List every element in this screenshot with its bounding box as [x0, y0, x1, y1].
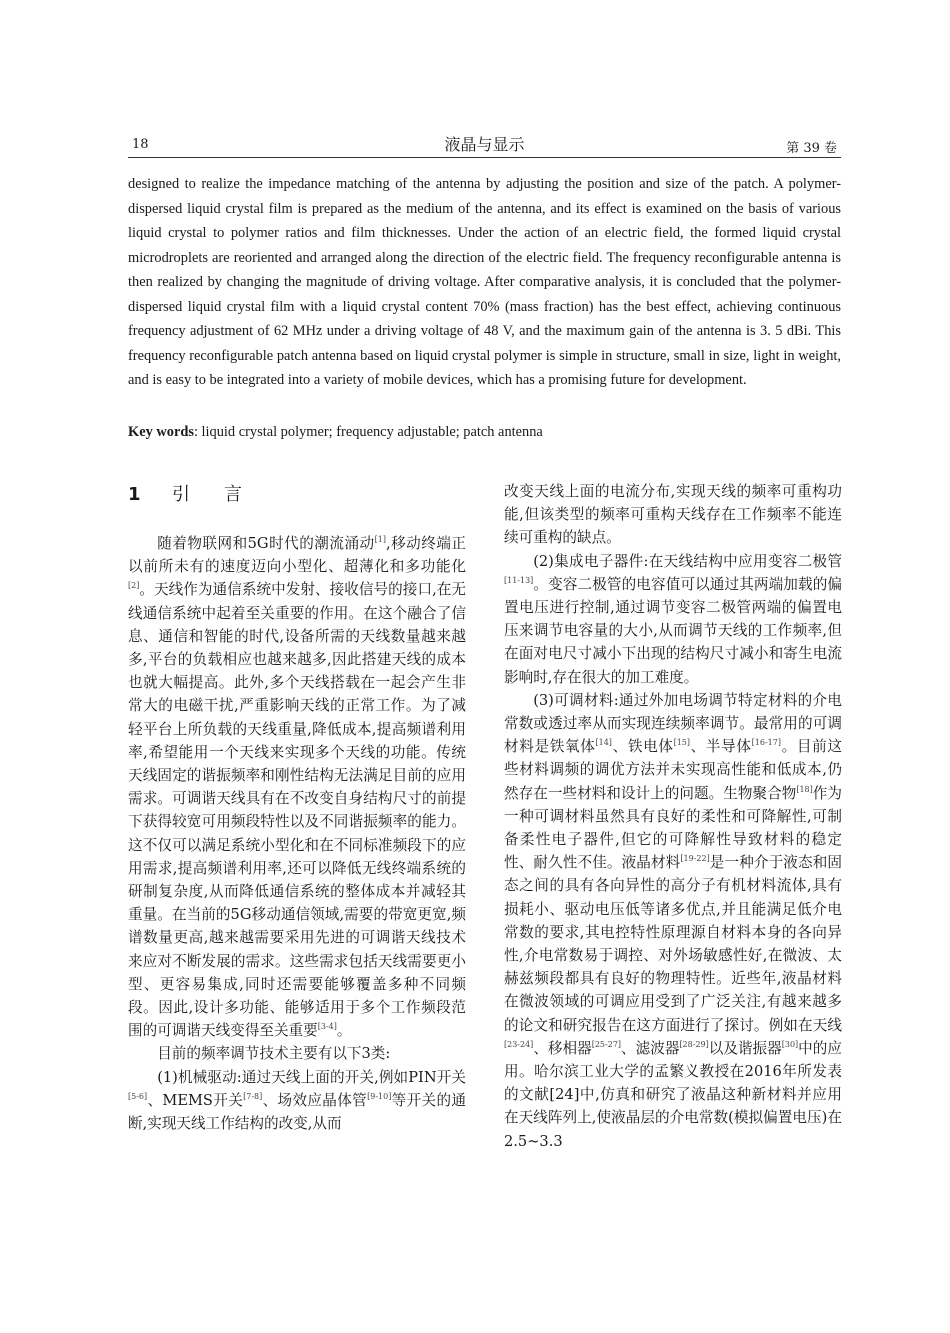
citation[interactable]: [1] [374, 535, 386, 544]
keywords-label: Key words [128, 424, 194, 440]
running-header [128, 131, 841, 158]
keywords-text: : liquid crystal polymer; frequency adjustable; patch antenna [193, 424, 543, 440]
section-heading [128, 480, 466, 532]
right-column [504, 480, 842, 1153]
paragraph: (2)集成电子器件:在天线结构中应用变容二极管[11-13]。变容二极管的电容值可以通过其两端加载的偏置电压进行控制,通过调节变容二极管两端的偏置电压来调节电容量的大小,从而调节天线的工作频率,但在面对电尺寸减小下出现的结构尺寸减小和寄生电流影响时,存在很大的加工难度。 [504, 552, 842, 686]
paragraph: (1)机械驱动:通过天线上面的开关,例如PIN开关[5-6]、MEMS开关[7-8]、场效应晶体管[9-10]等开关的通断,实现天线工作结构的改变,从而 [128, 1068, 466, 1133]
abstract-text: designed to realize the impedance matching of the antenna by adjusting the position and size of the patch. A polymer-dispersed liquid crystal film is prepared as the medium of the antenna, and its effect is examined on the basis of various liquid crystal to polymer ratios and film thicknesses. Under the action of an electric field, the formed liquid crystal microdroplets are reoriented and arranged along the direction of the electric field. The frequency reconfigurable antenna is then realized by changing the magnitude of driving voltage. After comparative analysis, it is concluded that the polymer-dispersed liquid crystal film with a liquid crystal content 70% (mass fraction) has the best effect, achieving continuous frequency adjustment of 62 MHz under a driving voltage of 48 V, and the maximum gain of the antenna is 3. 5 dBi. This frequency reconfigurable patch antenna based on liquid crystal polymer is simple in structure, small in size, light in weight, and is easy to be integrated into a variety of mobile devices, which has a promising future for development. [128, 176, 841, 388]
left-column [128, 480, 466, 1135]
abstract-continued [128, 172, 841, 393]
citation[interactable]: [25-27] [591, 1039, 622, 1049]
citation[interactable]: [16-17] [751, 738, 781, 748]
paragraph: 改变天线上面的电流分布,实现天线的频率可重构功能,但该类型的频率可重构天线存在工作频率不能连续可重构的缺点。 [504, 483, 842, 547]
section-title: 引言 [172, 484, 276, 505]
citation[interactable]: [9-10] [367, 1091, 392, 1101]
citation[interactable]: [5-6] [128, 1091, 148, 1101]
volume-label: 第 39 卷 [786, 141, 837, 156]
section-number: 1 [128, 484, 141, 505]
citation[interactable]: [28-29] [679, 1039, 709, 1049]
citation[interactable]: [23-24] [504, 1039, 534, 1049]
journal-title: 液晶与显示 [444, 135, 525, 154]
citation[interactable]: [15] [673, 738, 690, 748]
citation[interactable]: [18] [796, 784, 813, 794]
citation[interactable]: [14] [595, 738, 612, 748]
paragraph: 随着物联网和5G时代的潮流涌动[1],移动终端正以前所未有的速度迈向小型化、超薄化和多功能化[2]。天线作为通信系统中发射、接收信号的接口,在无线通信系统中起着至关重要的作用。在这个融合了信息、通信和智能的时代,设备所需的天线数量越来越多,平台的负载相应也越来越多,因此搭建天线的成本也就大幅提高。此外,多个天线搭载在一起会产生非常大的电磁干扰,严重影响天线的正常工作。为了减轻平台上所负载的天线重量,降低成本,提高频谱利用率,希望能用一个天线来实现多个天线的功能。传统天线固定的谐振频率和刚性结构无法满足目前的应用需求。可调谐天线具有在不改变自身结构尺寸的前提下获得较宽可用频段特性以及不同谐振频率的能力。这不仅可以满足系统小型化和在不同标准频段下的应用需求,提高频谱利用率,还可以降低无线终端系统的研制复杂度,从而降低通信系统的整体成本并减轻其重量。在当前的5G移动通信领域,需要的带宽更宽,频谱数量更高,越来越需要采用先进的可调谐天线技术来应对不断发展的需求。这些需求包括天线需要更小型、更容易集成,同时还需要能够覆盖多种不同频段。因此,设计多功能、能够适用于多个工作频段范围的可调谐天线变得至关重要[3-4]。 [128, 535, 466, 1040]
citation[interactable]: [3-4] [317, 1022, 337, 1032]
citation[interactable]: [11-13] [504, 575, 534, 585]
paragraph: 目前的频率调节技术主要有以下3类: [157, 1045, 391, 1063]
paragraph: (3)可调材料:通过外加电场调节特定材料的介电常数或透过率从而实现连续频率调节。最常用的可调材料是铁氧体[14]、铁电体[15]、半导体[16-17]。目前这些材料调频的调优方法并未实现高性能和低成本,仍然存在一些材料和设计上的问题。生物聚合物[18]作为一种可调材料虽然具有良好的柔性和可降解性,可制备柔性电子器件,但它的可降解性导致材料的稳定性、耐久性不佳。液晶材料[19-22]是一种介于液态和固态之间的具有各向异性的高分子有机材料流体,具有损耗小、驱动电压低等诸多优点,并且能满足低介电常数的要求,其电控特性原理源自材料本身的各向异性,介电常数易于调控、对外场敏感性好,在微波、太赫兹频段都具有良好的物理特性。近些年,液晶材料在微波领域的可调应用受到了广泛关注,有越来越多的论文和研究报告在这方面进行了探讨。例如在天线[23-24]、移相器[25-27]、滤波器[28-29]以及谐振器[30]中的应用。哈尔滨工业大学的孟繁义教授在2016年所发表的文献[24]中,仿真和研究了液晶这种新材料并应用在天线阵列上,使液晶层的介电常数(模拟偏置电压)在2.5~3.3 [504, 691, 842, 1150]
citation[interactable]: [30] [781, 1039, 799, 1049]
citation[interactable]: [2] [128, 581, 140, 591]
keywords [128, 421, 841, 443]
page-number: 18 [132, 137, 149, 152]
citation[interactable]: [7-8] [243, 1091, 263, 1101]
citation[interactable]: [19-22] [680, 854, 710, 864]
